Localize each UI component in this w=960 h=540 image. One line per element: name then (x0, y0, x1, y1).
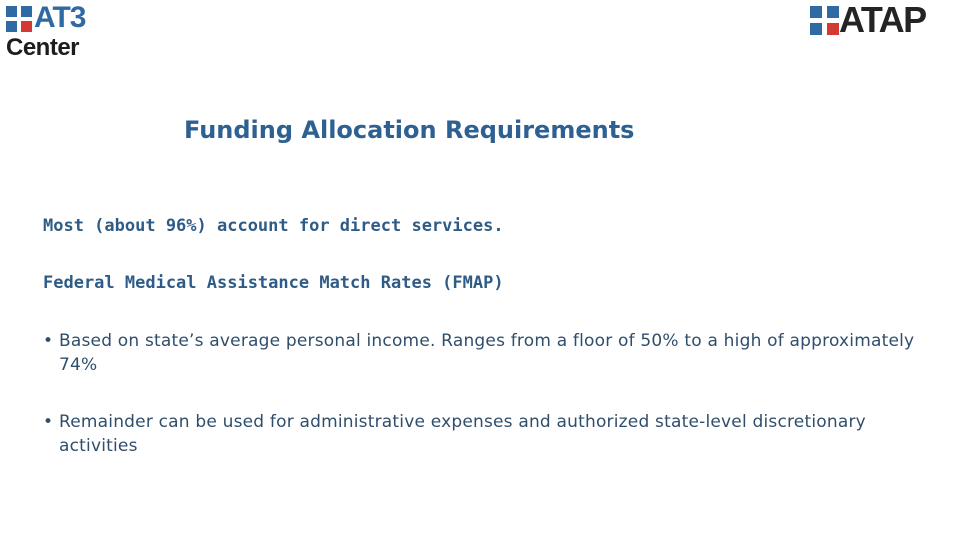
at3-center-logo (6, 1, 106, 61)
logo-atap-text: ATAP (839, 0, 926, 40)
bullet-text: Based on state’s average personal income. Ranges from a floor of 50% to a high of approximately 74% (59, 331, 915, 375)
bullet-icon: • (43, 331, 54, 351)
plus-cross-logo-icon (810, 6, 839, 35)
logo-at3-text: AT3 (34, 1, 86, 34)
plus-cross-logo-icon (6, 6, 32, 32)
bullet-text: Remainder can be used for administrative expenses and authorized state-level discretionary activities (59, 412, 866, 456)
subheading-direct-services: Most (about 96%) account for direct services. (43, 216, 504, 236)
subheading-fmap: Federal Medical Assistance Match Rates (FMAP) (43, 273, 504, 293)
bullet-list (43, 329, 923, 458)
bullet-icon: • (43, 412, 54, 432)
logo-center-text: Center (6, 34, 80, 61)
slide-title: Funding Allocation Requirements (184, 116, 635, 144)
list-item (43, 329, 923, 377)
atap-logo (810, 0, 956, 40)
list-item (43, 410, 923, 458)
